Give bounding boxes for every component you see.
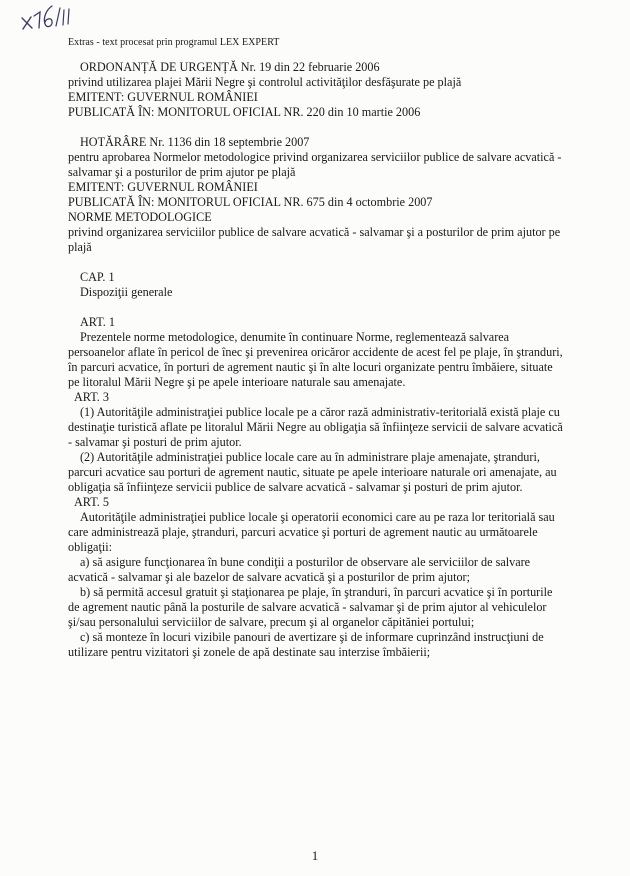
text-line: ART. 5	[74, 495, 109, 509]
text-line: pe litoralul Mării Negre şi pe apele interioare naturale sau amenajate.	[68, 375, 406, 389]
source-header: Extras - text procesat prin programul LEX EXPERT	[68, 37, 280, 48]
text-line: Autorităţile administraţiei publice locale şi operatorii economici care au pe raza lor teritorială sau	[80, 510, 555, 524]
text-line: plajă	[68, 240, 92, 254]
text-line: HOTĂRÂRE Nr. 1136 din 18 septembrie 2007	[80, 135, 310, 149]
paragraph-gap	[68, 120, 608, 135]
text-line: (1) Autorităţile administraţiei publice locale pe a căror rază administrativ-teritorială există plaje cu	[80, 405, 560, 419]
text-line: acvatică - salvamar şi ale bazelor de salvare acvatică şi a posturilor de prim ajutor;	[68, 570, 471, 584]
text-line: ART. 3	[74, 390, 109, 404]
text-line: salvamar şi a posturilor de prim ajutor pe plajă	[68, 165, 296, 179]
text-line: în parcuri acvatice, în porturi de agrement nautic şi în alte locuri organizate pentru îmbăiere, situate	[68, 360, 553, 374]
text-line: persoanelor aflate în pericol de înec şi prevenirea oricăror accidente de acest fel pe plaje, în ştranduri,	[68, 345, 563, 359]
text-line: care administrează plaje, ştranduri, parcuri acvatice şi porturi de agrement nautic au următoarele	[68, 525, 538, 539]
text-line: privind utilizarea plajei Mării Negre şi controlul activităţilor desfăşurate pe plajă	[68, 75, 462, 89]
text-line: şi/sau personalului serviciilor de salvare, precum şi al organelor căpităniei portului;	[68, 615, 475, 629]
text-line: c) să monteze în locuri vizibile panouri de avertizare şi de informare cuprinzând instrucţiuni de	[80, 630, 544, 644]
text-line: (2) Autorităţile administraţiei publice locale care au în administrare plaje amenajate, ştranduri,	[80, 450, 540, 464]
text-line: obligaţii:	[68, 540, 113, 554]
text-line: EMITENT: GUVERNUL ROMÂNIEI	[68, 180, 258, 194]
text-line: de agrement nautic până la posturile de salvare acvatică - salvamar şi de prim ajutor al vehiculelor	[68, 600, 547, 614]
text-line: ORDONANȚĂ DE URGENȚĂ Nr. 19 din 22 februarie 2006	[80, 60, 380, 74]
text-line: obligaţia să înfiinţeze servicii publice de salvare acvatică - salvamar şi posturi de prim ajutor.	[68, 480, 523, 494]
text-line: Dispoziţii generale	[80, 285, 173, 299]
text-line: b) să permită accesul gratuit şi staţionarea pe plaje, în ştranduri, în parcuri acvatice şi în porturile	[80, 585, 553, 599]
handwritten-annotation	[20, 2, 72, 32]
text-line: ART. 1	[80, 315, 115, 329]
text-line: - salvamar şi posturi de prim ajutor.	[68, 435, 242, 449]
text-line: NORME METODOLOGICE	[68, 210, 212, 224]
text-line: destinaţie turistică aflate pe litoralul Mării Negre au obligaţia să înfiinţeze servicii de salvare acvatică	[68, 420, 563, 434]
page-number: 1	[311, 848, 319, 863]
text-line: pentru aprobarea Normelor metodologice privind organizarea serviciilor publice de salvare acvatică -	[68, 150, 562, 164]
text-line: PUBLICATĂ ÎN: MONITORUL OFICIAL NR. 675 din 4 octombrie 2007	[68, 195, 433, 209]
text-line: a) să asigure funcţionarea în bune condiţii a posturilor de observare ale serviciilor de salvare	[80, 555, 531, 569]
text-line: parcuri acvatice sau porturi de agrement nautic, situate pe apele interioare naturale ori amenajate, au	[68, 465, 557, 479]
document-body	[68, 60, 608, 660]
text-line: CAP. 1	[80, 270, 115, 284]
text-line: utilizare pentru vizitatori şi zonele de apă destinate sau interzise îmbăierii;	[68, 645, 431, 659]
text-line: PUBLICATĂ ÎN: MONITORUL OFICIAL NR. 220 din 10 martie 2006	[68, 105, 421, 119]
text-line: EMITENT: GUVERNUL ROMÂNIEI	[68, 90, 258, 104]
paragraph-gap	[68, 255, 608, 270]
text-line: privind organizarea serviciilor publice de salvare acvatică - salvamar şi a posturilor de prim ajutor pe	[68, 225, 561, 239]
paragraph-gap	[68, 300, 608, 315]
text-line: Prezentele norme metodologice, denumite în continuare Norme, reglementează salvarea	[80, 330, 510, 344]
